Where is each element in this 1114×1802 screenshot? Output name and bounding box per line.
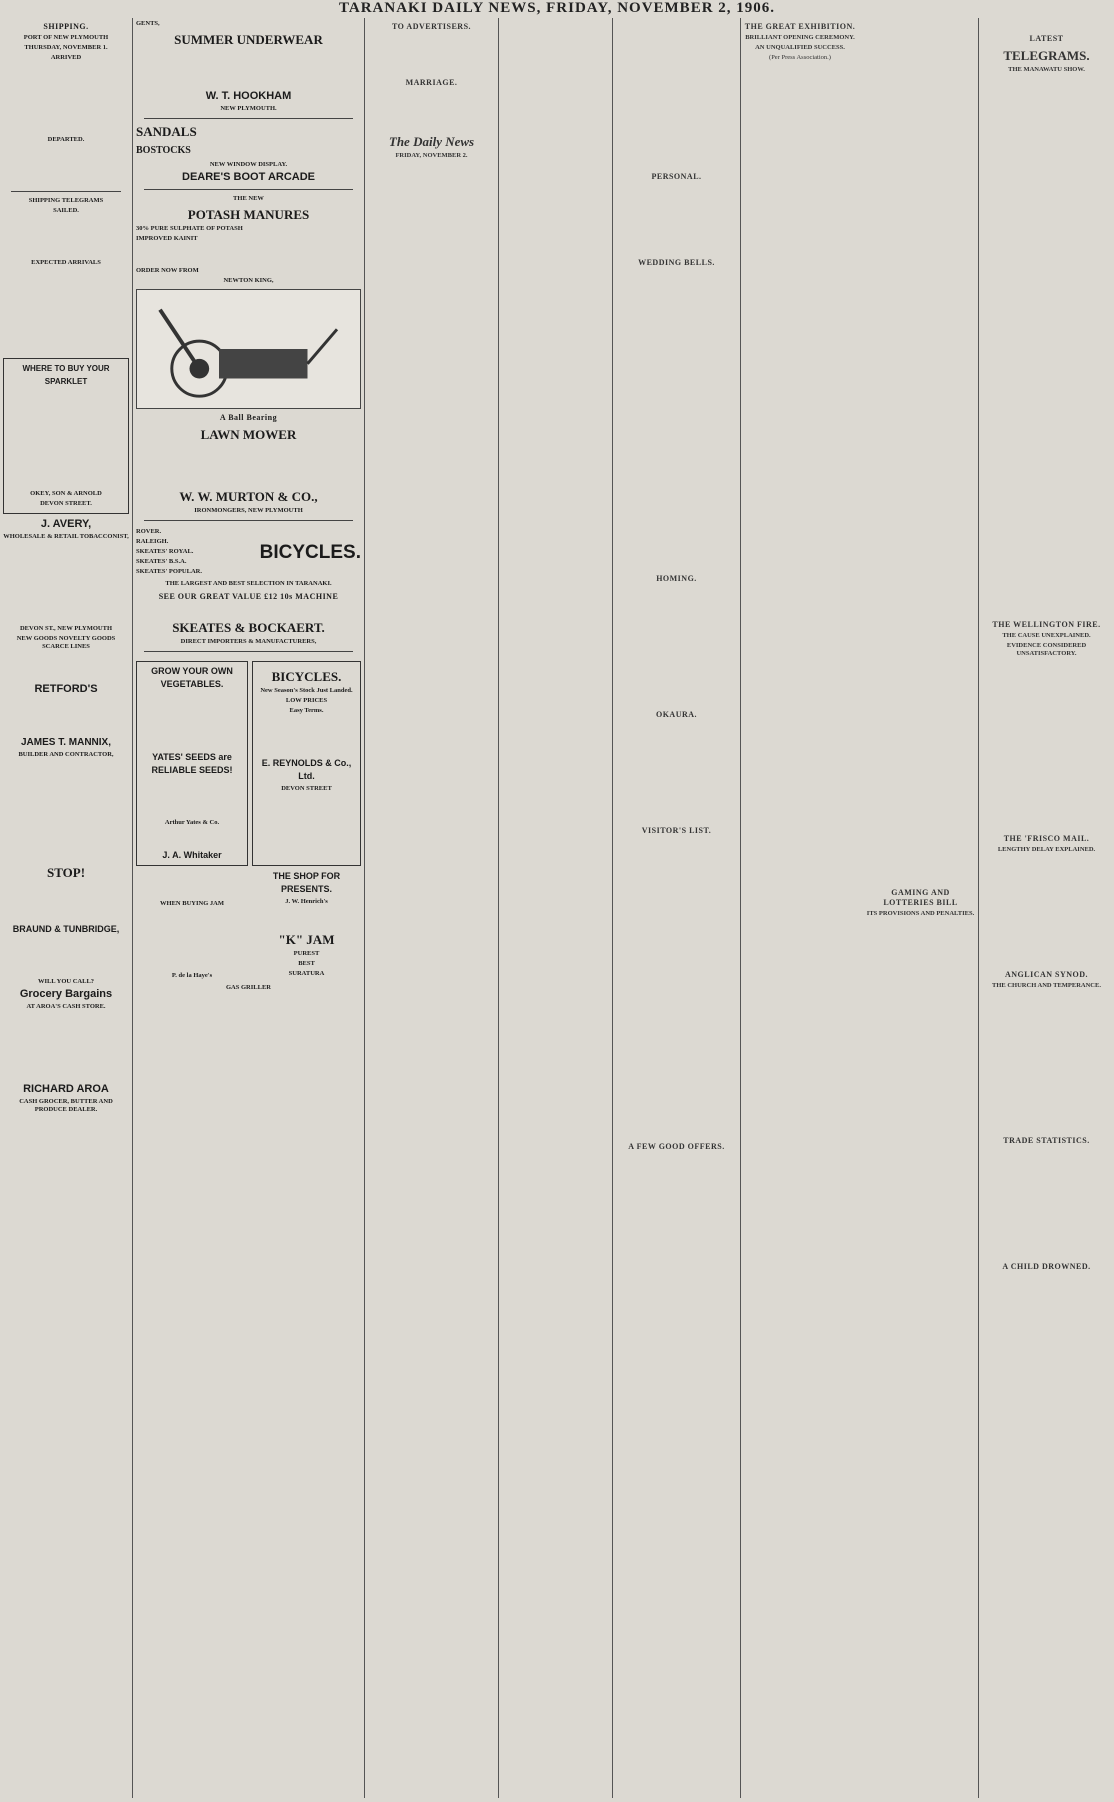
column-news — [499, 18, 612, 1798]
section-heading: SHIPPING. — [43, 22, 89, 31]
ad-name: P. de la Haye's — [171, 972, 213, 979]
section-subheading: BRILLIANT OPENING CEREMONY. — [745, 34, 855, 41]
column-advertisements — [133, 18, 364, 1798]
section-subheading: AN UNQUALIFIED SUCCESS. — [755, 44, 845, 51]
ad-title: BICYCLES. — [259, 541, 361, 563]
ad-name: J. W. Henrich's — [285, 898, 328, 905]
ad-line: THE NEW — [233, 195, 264, 202]
section-subheading: LENGTHY DELAY EXPLAINED. — [997, 846, 1096, 853]
ad-title: Grocery Bargains — [19, 988, 113, 1000]
section-heading: MARRIAGE. — [405, 78, 458, 87]
column-shipping — [0, 18, 132, 1798]
ad-line: New Season's Stock Just Landed. — [260, 687, 353, 694]
ad-title: W. W. MURTON & CO., — [179, 489, 318, 504]
section-subheading: PORT OF NEW PLYMOUTH — [23, 34, 109, 41]
section-subheading: SAILED. — [53, 207, 79, 214]
section-heading: THE WELLINGTON FIRE. — [992, 620, 1101, 629]
ad-address: DEVON STREET — [281, 785, 332, 792]
ad-title: WHERE TO BUY YOUR SPARKLET — [22, 364, 110, 386]
ad-name: Arthur Yates & Co. — [164, 819, 220, 826]
ad-title: STOP! — [46, 865, 86, 880]
ad-title: RETFORD'S — [34, 683, 98, 695]
ad-title: SKEATES & BOCKAERT. — [172, 620, 325, 635]
column-exhibition — [741, 18, 978, 1798]
ad-title: SANDALS — [136, 124, 197, 139]
section-heading: LATEST — [1029, 34, 1064, 43]
ad-subtitle: AT AROA'S CASH STORE. — [26, 1003, 106, 1010]
ad-name: SURATURA — [288, 970, 325, 977]
ad-line: 30% PURE SULPHATE OF POTASH — [136, 225, 243, 232]
text-block — [3, 217, 129, 257]
ad-line: PUREST — [293, 950, 320, 957]
ad-line: THE LARGEST AND BEST SELECTION IN TARANAKI. — [165, 580, 332, 587]
section-subheading: EXPECTED ARRIVALS — [31, 259, 101, 266]
mower-icon — [137, 290, 360, 408]
ad-line: LOW PRICES — [285, 697, 328, 704]
section-heading: VISITOR'S LIST. — [641, 826, 712, 835]
text-block — [3, 269, 129, 354]
ad-title: J. AVERY, — [40, 518, 92, 530]
ad-subtitle: WHOLESALE & RETAIL TOBACCONIST, — [3, 533, 129, 540]
ad-subtitle: BUILDER AND CONTRACTOR, — [18, 751, 114, 758]
ad-subtitle: CASH GROCER, BUTTER AND PRODUCE DEALER. — [19, 1098, 113, 1113]
section-subheading: ARRIVED — [50, 54, 82, 61]
section-heading: PERSONAL. — [651, 172, 702, 181]
section-date: FRIDAY, NOVEMBER 2. — [395, 152, 468, 159]
ad-title: W. T. HOOKHAM — [205, 90, 292, 102]
ad-title: GENTS, — [136, 20, 160, 27]
text-block — [3, 146, 129, 186]
ad-line: RALEIGH. — [136, 538, 169, 545]
ad-line: SKEATES' ROYAL. — [136, 548, 194, 555]
ad-line: WILL YOU CALL? — [37, 978, 95, 985]
ad-name: OKEY, SON & ARNOLD — [30, 490, 102, 497]
ad-title: BOSTOCKS — [136, 145, 191, 156]
column-telegrams — [979, 18, 1114, 1798]
section-heading: TO ADVERTISERS. — [391, 22, 472, 31]
ad-address: DEVON STREET. — [40, 500, 92, 507]
ad-title: BICYCLES. — [271, 669, 342, 684]
section-date: THURSDAY, NOVEMBER 1. — [24, 44, 108, 51]
ad-subtitle: DIRECT IMPORTERS & MANUFACTURERS, — [180, 638, 317, 645]
section-heading: HOMING. — [656, 574, 697, 583]
section-subheading: ITS PROVISIONS AND PENALTIES. — [866, 910, 975, 917]
ad-line: GAS GRILLER — [226, 984, 271, 991]
section-heading: GAMING AND LOTTERIES BILL — [883, 888, 958, 907]
ad-line: Easy Terms. — [289, 707, 324, 714]
ad-line: BEST — [298, 960, 315, 967]
section-heading: A FEW GOOD OFFERS. — [628, 1142, 725, 1151]
ad-title: BRAUND & TUNBRIDGE, — [12, 924, 120, 934]
text-block — [3, 64, 129, 134]
section-subheading: THE CHURCH AND TEMPERANCE. — [992, 982, 1101, 989]
section-heading: OKAURA. — [655, 710, 698, 719]
lawn-mower-illustration — [136, 289, 361, 409]
ad-title: POTASH MANURES — [187, 207, 310, 222]
ad-address: NEW PLYMOUTH. — [220, 105, 277, 112]
ad-title: E. REYNOLDS & Co., Ltd. — [261, 758, 352, 781]
section-heading: TRADE STATISTICS. — [1003, 1136, 1090, 1145]
ad-line: NEW GOODS NOVELTY GOODS SCARCE LINES — [16, 635, 116, 650]
section-subheading: SHIPPING TELEGRAMS — [28, 197, 104, 204]
section-subheading: DEPARTED. — [47, 136, 85, 143]
ad-name: NEWTON KING, — [223, 277, 274, 284]
ad-line: SEE OUR GREAT VALUE £12 10s MACHINE — [158, 592, 339, 601]
ad-title: LAWN MOWER — [200, 427, 297, 442]
section-heading: THE 'FRISCO MAIL. — [1003, 834, 1090, 843]
ad-line: WHEN BUYING JAM — [160, 900, 224, 907]
ad-title: DEARE'S BOOT ARCADE — [182, 171, 315, 183]
ad-line: SKEATES' B.S.A. — [136, 558, 187, 565]
ad-title: JAMES T. MANNIX, — [20, 737, 111, 748]
ad-title: YATES' SEEDS are RELIABLE SEEDS! — [151, 752, 233, 775]
section-heading: ANGLICAN SYNOD. — [1004, 970, 1089, 979]
masthead: TARANAKI DAILY NEWS, FRIDAY, NOVEMBER 2, 1906. — [338, 0, 776, 16]
ad-title: J. A. Whitaker — [162, 850, 222, 860]
ad-title: THE SHOP FOR PRESENTS. — [272, 871, 341, 894]
section-heading: THE GREAT EXHIBITION. — [744, 22, 856, 31]
ad-title: SUMMER UNDERWEAR — [174, 32, 323, 47]
ad-title: RICHARD AROA — [23, 1083, 109, 1095]
newspaper-title: The Daily News — [388, 134, 475, 149]
ad-line: IMPROVED KAINIT — [136, 235, 198, 242]
ad-line: ORDER NOW FROM — [136, 267, 199, 274]
ad-line: NEW WINDOW DISPLAY. — [209, 161, 288, 168]
ad-line: SKEATES' POPULAR. — [136, 568, 202, 575]
ad-address: DEVON ST., NEW PLYMOUTH — [19, 625, 113, 632]
section-heading: TELEGRAMS. — [1003, 48, 1090, 63]
ad-title: GROW YOUR OWN VEGETABLES. — [151, 666, 233, 689]
ad-line: ROVER. — [136, 528, 162, 535]
byline: (Per Press Association.) — [769, 54, 831, 61]
sparklet-ad — [3, 358, 129, 514]
ad-subtitle: IRONMONGERS, NEW PLYMOUTH — [194, 507, 303, 514]
ad-title: "K" JAM — [278, 932, 335, 947]
section-subheading: THE CAUSE UNEXPLAINED. — [1002, 632, 1091, 639]
column-editorial — [365, 18, 498, 1798]
section-heading: A CHILD DROWNED. — [1002, 1262, 1091, 1271]
ad-line: A Ball Bearing — [219, 413, 278, 422]
column-local — [613, 18, 740, 1798]
section-subheading: EVIDENCE CONSIDERED UNSATISFACTORY. — [1006, 642, 1087, 657]
section-heading: WEDDING BELLS. — [638, 258, 715, 267]
section-subheading: THE MANAWATU SHOW. — [1008, 66, 1085, 73]
